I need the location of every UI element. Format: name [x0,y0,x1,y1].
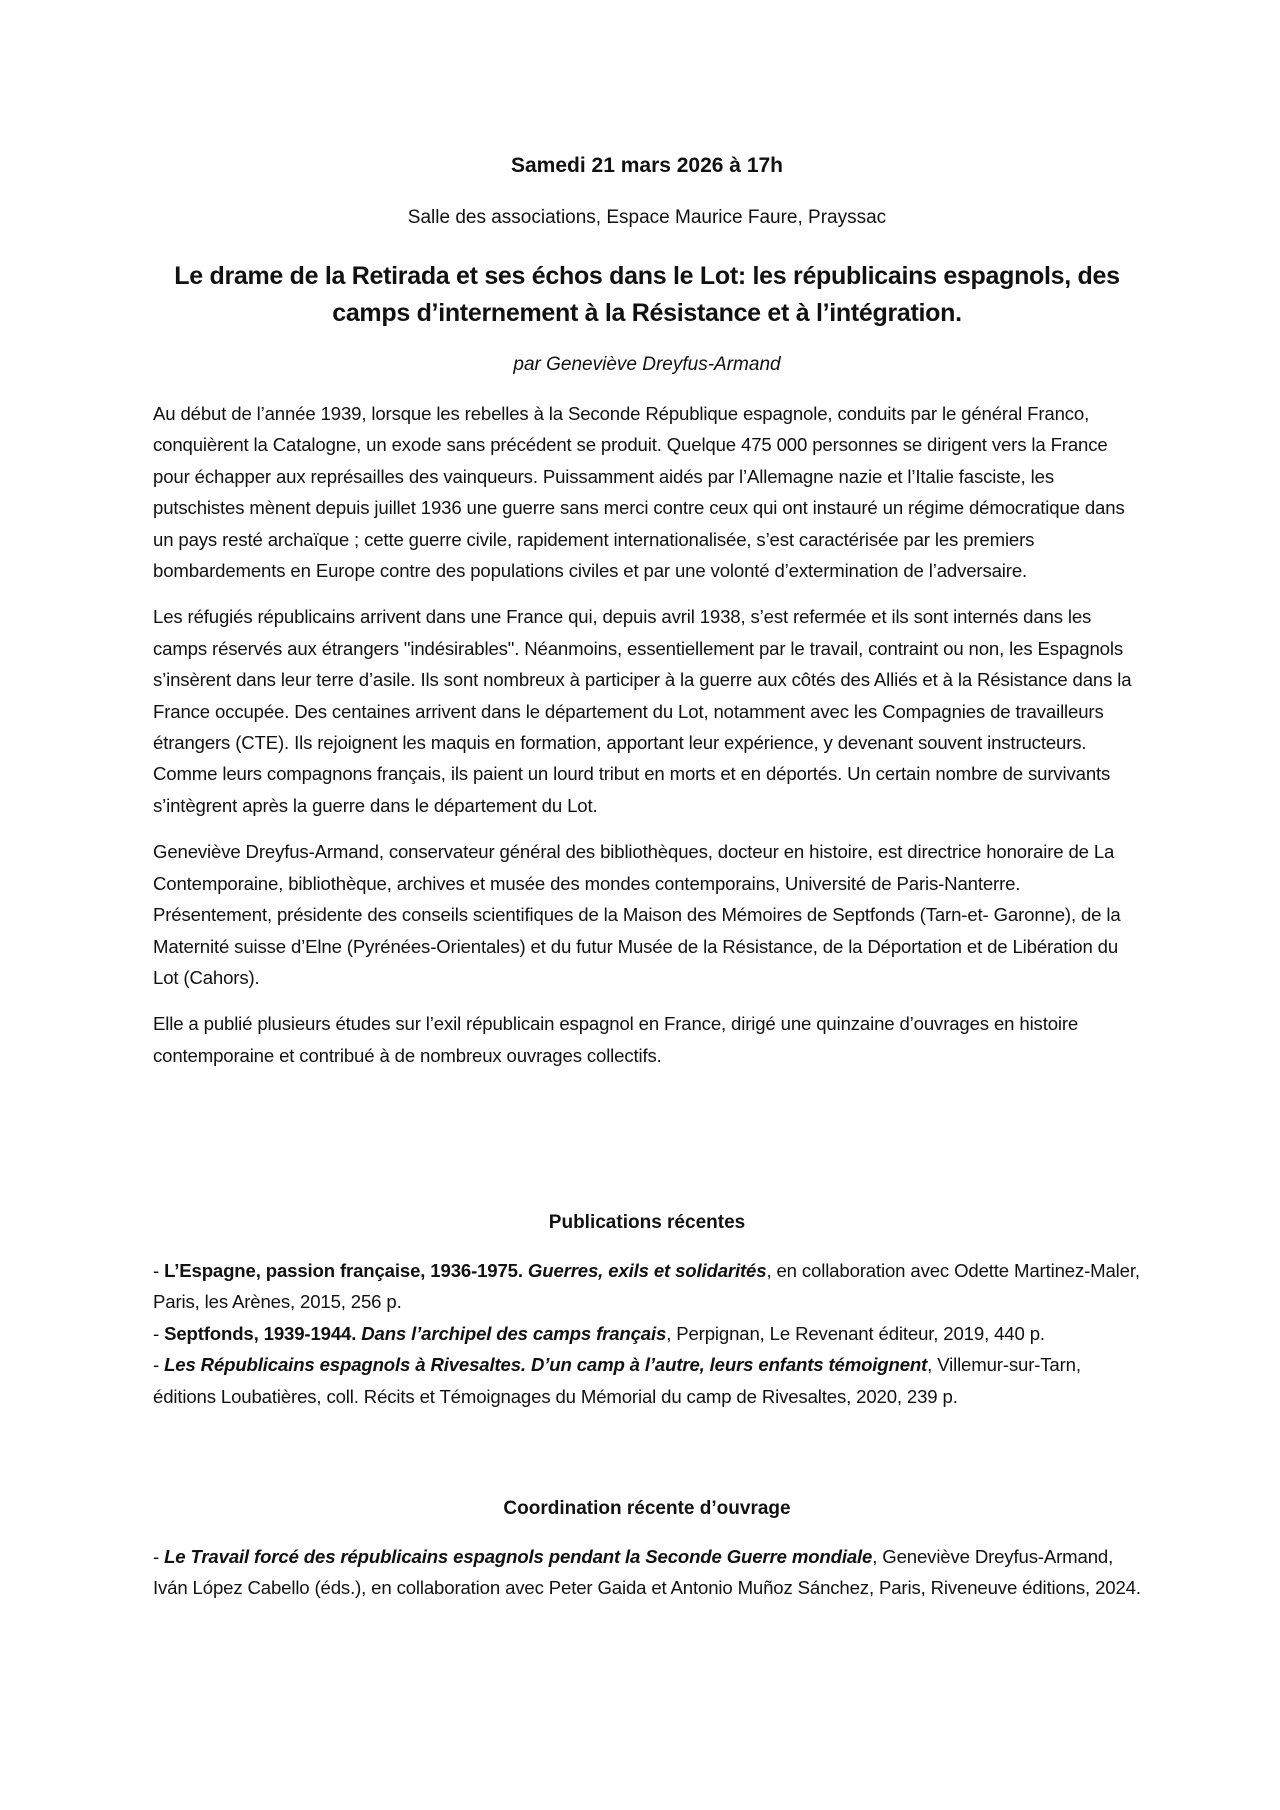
publication-item [153,1541,1141,1604]
dash: - [153,1354,165,1376]
publication-subtitle: Dans l’archipel des camps français [361,1322,667,1344]
page-title: Le drame de la Retirada et ses échos dans le Lot: les républicains espagnols, des camps d’internement à la Résistance et à l’intégration. [174,262,1120,327]
coordination-heading: Coordination récente d’ouvrage [503,1498,791,1519]
publications-section [153,1212,1141,1412]
dash: - [153,1546,165,1567]
paragraph: Geneviève Dreyfus-Armand, conservateur général des bibliothèques, docteur en histoire, est directrice honoraire de La Contemporaine, bibliothèque, archives et musée des mondes contemporains, Université de Paris-Nanterre. Présentement, présidente des conseils scientifiques de la Maison des Mémoires de Septfonds (Tarn-et- Garonne), de la Maternité suisse d’Elne (Pyrénées-Orientales) et du futur Musée de la Résistance, de la Déportation et de Libération du Lot (Cahors). [153,841,1121,988]
event-venue: Salle des associations, Espace Maurice Faure, Prayssac [407,207,887,228]
paragraph: Les réfugiés républicains arrivent dans une France qui, depuis avril 1938, s’est refermée et ils sont internés dans les camps réservés aux étrangers "indésirables". Néanmoins, essentiellement par le travail, contraint ou non, les Espagnols s’insèrent dans leur terre d’asile. Ils sont nombreux à participer à la guerre aux côtés des Alliés et à la Résistance dans la France occupée. Des centaines arrivent dans le département du Lot, notamment avec les Compagnies de travailleurs étrangers (CTE). Ils rejoignent les maquis en formation, apportant leur expérience, y devenant souvent instructeurs. Comme leurs compagnons français, ils paient un lourd tribut en morts et en déportés. Un certain nombre de survivants s’intègrent après la guerre dans le département du Lot. [153,606,1132,816]
document-body [153,398,1141,1086]
publication-title: L’Espagne, passion française, 1936-1975. [164,1260,528,1281]
publication-details: , Geneviève Dreyfus-Armand, Iván López Cabello (éds.), en collaboration avec Peter Gaida et Antonio Muñoz Sánchez, Paris, Riveneuve éditions, 2024. [153,1546,1141,1599]
author-line: par Geneviève Dreyfus-Armand [513,354,781,375]
publication-item [153,1349,1141,1412]
event-date: Samedi 21 mars 2026 à 17h [510,154,783,177]
publications-heading: Publications récentes [548,1212,746,1233]
publication-subtitle: Le Travail forcé des républicains espagnols pendant la Seconde Guerre mondiale [164,1546,873,1567]
paragraph: Elle a publié plusieurs études sur l’exil républicain espagnol en France, dirigé une quinzaine d’ouvrages en histoire contemporaine et contribué à de nombreux ouvrages collectifs. [153,1013,1079,1066]
dash: - [153,1260,165,1281]
publication-item [153,1255,1141,1318]
publication-subtitle: Les Républicains espagnols à Rivesaltes. D’un camp à l’autre, leurs enfants témoignent [164,1354,928,1376]
publication-subtitle: Guerres, exils et solidarités [527,1260,767,1281]
publication-details: , Villemur-sur-Tarn, éditions Loubatières, coll. Récits et Témoignages du Mémorial du camp de Rivesaltes, 2020, 239 p. [153,1354,1081,1407]
dash: - [153,1322,165,1344]
publication-item [153,1318,1141,1349]
coordination-section [153,1498,1141,1604]
publication-details: , Perpignan, Le Revenant éditeur, 2019, 440 p. [666,1322,1045,1344]
paragraph: Au début de l’année 1939, lorsque les rebelles à la Seconde République espagnole, conduits par le général Franco, conquièrent la Catalogne, un exode sans précédent se produit. Quelque 475 000 personnes se dirigent vers la France pour échapper aux représailles des vainqueurs. Puissamment aidés par l’Allemagne nazie et l’Italie fasciste, les putschistes mènent depuis juillet 1936 une guerre sans merci contre ceux qui ont instauré un régime démocratique dans un pays resté archaïque ; cette guerre civile, rapidement internationalisée, s’est caractérisée par les premiers bombardements en Europe contre des populations civiles et par une volonté d’extermination de l’adversaire. [153,403,1125,582]
publication-details: , en collaboration avec Odette Martinez-Maler, Paris, les Arènes, 2015, 256 p. [153,1260,1140,1313]
publication-title: Septfonds, 1939-1944. [164,1322,362,1344]
